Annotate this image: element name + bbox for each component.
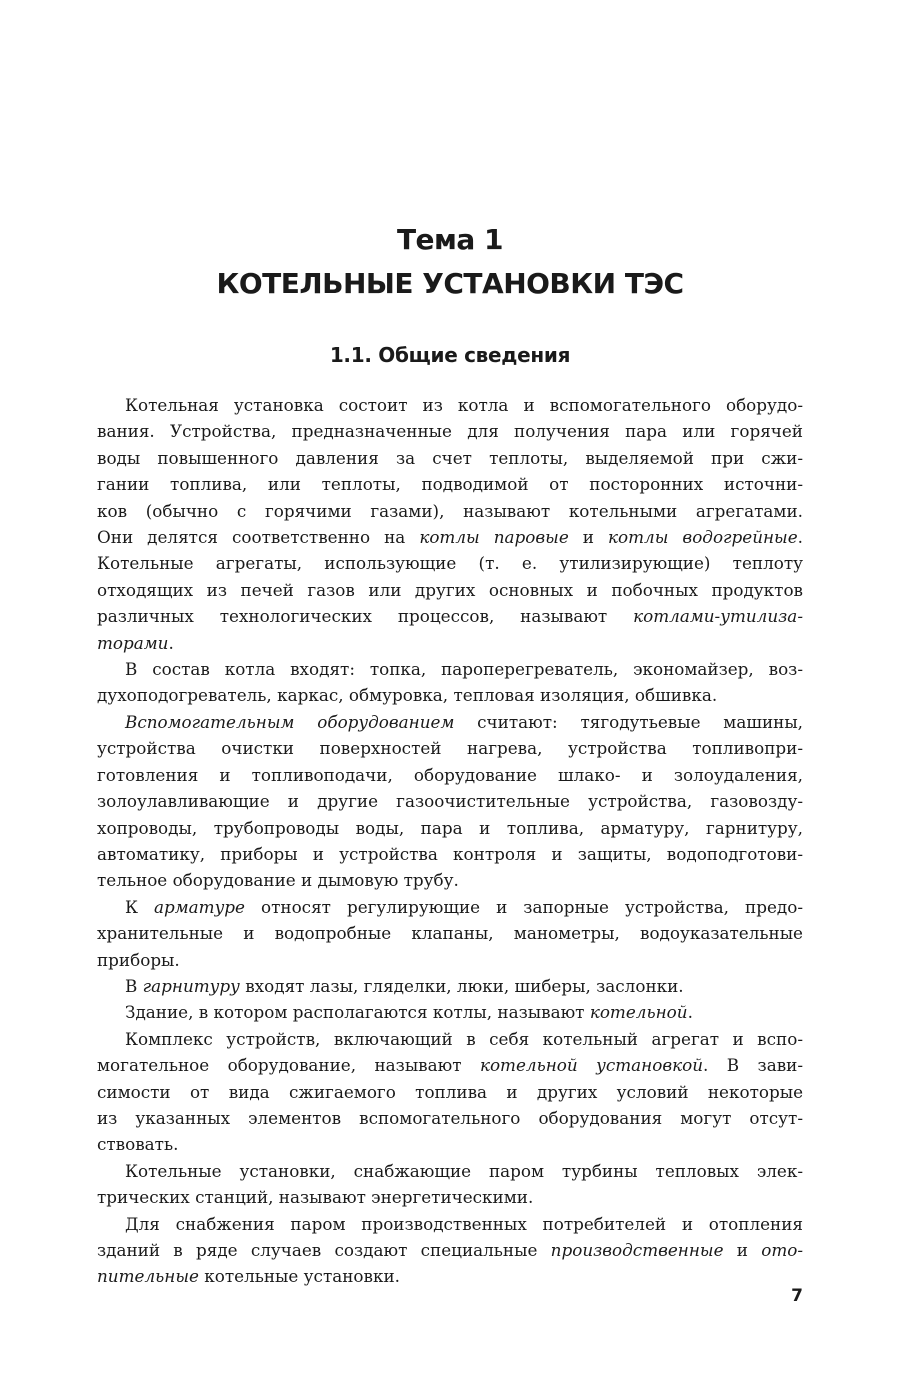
emphasis: котельной: [589, 1002, 688, 1023]
text-line: вания. Устройства, предназначенные для получения пара или горячей: [97, 421, 803, 442]
emphasis: производственные: [550, 1240, 724, 1260]
emphasis: торами: [97, 632, 169, 653]
text-line: устройства очистки поверхностей нагрева, устройства топливопри-: [97, 738, 803, 759]
text-line: тельное оборудование и дымовую трубу.: [97, 870, 459, 891]
emphasis: котлы водогрейные: [608, 527, 798, 548]
text-line: пительные котельные установки.: [97, 1266, 400, 1287]
text-line: золоулавливающие и другие газоочистительные устройства, газовозду-: [97, 791, 803, 812]
text-line: симости от вида сжигаемого топлива и других условий некоторые: [97, 1081, 803, 1102]
paragraph-2: [97, 656, 803, 709]
emphasis: пительные: [97, 1266, 199, 1287]
text-line: трических станций, называют энергетическими.: [97, 1187, 534, 1208]
text-line: торами.: [97, 632, 174, 653]
emphasis: котельной установкой: [479, 1055, 704, 1076]
text-line: Котельные агрегаты, использующие (т. е. утилизирующие) теплоту: [97, 553, 803, 574]
text-line: Котельная установка состоит из котла и вспомогательного оборудо-: [125, 395, 803, 415]
text-line: ков (обычно с горячими газами), называют котельными агрегатами.: [97, 500, 803, 521]
text-line: Котельные установки, снабжающие паром турбины тепловых элек-: [125, 1160, 803, 1181]
text-line: приборы.: [97, 949, 180, 970]
emphasis: арматуре: [154, 896, 245, 917]
text-line: В гарнитуру входят лазы, гляделки, люки, шиберы, заслонки.: [125, 975, 684, 996]
text-line: из указанных элементов вспомогательного оборудования могут отсут-: [97, 1107, 803, 1128]
text-line: могательное оборудование, называют котельной установкой. В зави-: [97, 1055, 803, 1076]
paragraph-6: [97, 999, 803, 1025]
paragraph-4: [97, 894, 803, 973]
text-line: зданий в ряде случаев создают специальные производственные и ото-: [97, 1240, 804, 1260]
text-line: воды повышенного давления за счет теплоты, выделяемой при сжи-: [97, 447, 803, 468]
text-line: автоматику, приборы и устройства контроля и защиты, водоподготови-: [97, 843, 803, 864]
paragraph-7: [97, 1026, 803, 1158]
page-number: 7: [791, 1286, 803, 1306]
emphasis: Вспомогательным оборудованием: [125, 711, 455, 732]
text-line: отходящих из печей газов или других основных и побочных продуктов: [97, 579, 803, 600]
text-line: Здание, в котором располагаются котлы, называют котельной.: [125, 1002, 693, 1023]
text-line: ствовать.: [97, 1134, 179, 1155]
text-line: духоподогреватель, каркас, обмуровка, тепловая изоляция, обшивка.: [97, 685, 718, 706]
paragraph-1: [97, 392, 803, 656]
paragraph-9: [97, 1211, 803, 1290]
emphasis: котлы паровые: [419, 527, 569, 548]
text-line: хопроводы, трубопроводы воды, пара и топлива, арматуру, гарнитуру,: [97, 817, 803, 838]
topic-label: Тема 1: [396, 223, 504, 256]
body-text: [97, 392, 803, 1290]
text-line: Для снабжения паром производственных потребителей и отопления: [125, 1213, 803, 1234]
paragraph-3: [97, 709, 803, 894]
topic-heading: [0, 218, 900, 306]
text-line: гании топлива, или теплоты, подводимой от посторонних источни-: [97, 474, 803, 495]
paragraph-5: [97, 973, 803, 999]
text-line: хранительные и водопробные клапаны, манометры, водоуказательные: [97, 923, 803, 944]
topic-title: КОТЕЛЬНЫЕ УСТАНОВКИ ТЭС: [216, 267, 684, 300]
text-line: Они делятся соответственно на котлы паровые и котлы водогрейные.: [97, 527, 804, 548]
emphasis: ото-: [761, 1240, 804, 1260]
text-line: Комплекс устройств, включающий в себя котельный агрегат и вспо-: [125, 1028, 803, 1049]
emphasis: гарнитуру: [142, 975, 240, 996]
emphasis: котлами-утилиза-: [633, 606, 803, 627]
text-line: готовления и топливоподачи, оборудование шлако- и золоудаления,: [97, 764, 803, 785]
paragraph-8: [97, 1158, 803, 1211]
section-title: 1.1. Общие сведения: [329, 343, 571, 367]
text-line: В состав котла входят: топка, пароперегреватель, экономайзер, воз-: [125, 659, 803, 680]
text-line: К арматуре относят регулирующие и запорные устройства, предо-: [125, 896, 803, 917]
text-line: Вспомогательным оборудованием считают: тягодутьевые машины,: [125, 711, 804, 732]
text-line: различных технологических процессов, называют котлами-утилиза-: [97, 606, 803, 627]
